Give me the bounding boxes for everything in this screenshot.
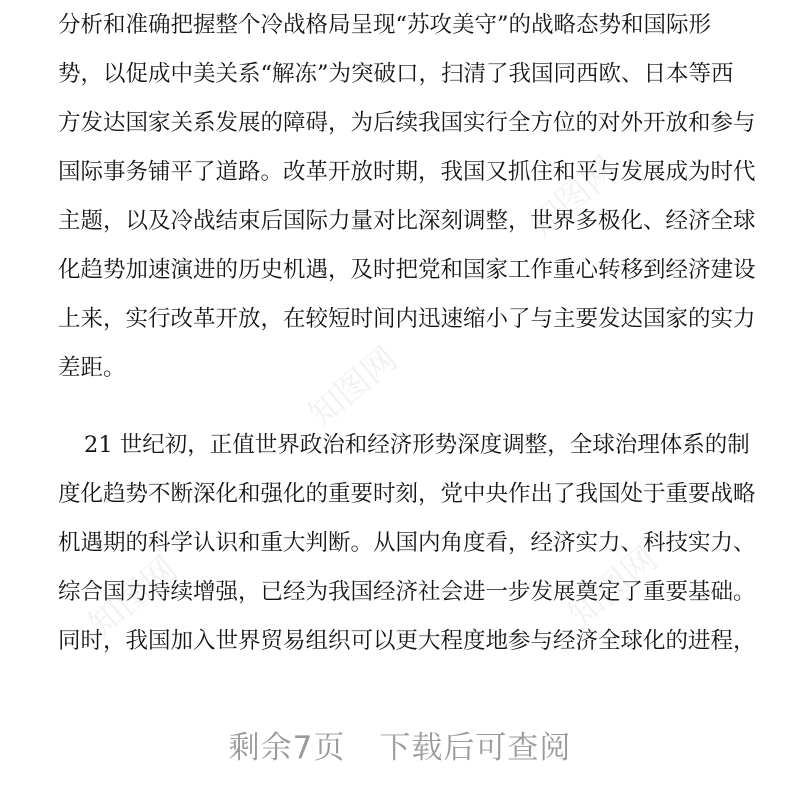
paragraph-1-line: 势，以促成中美关系“解冻”为突破口，扫清了我国同西欧、日本等西 <box>58 61 734 87</box>
paragraph-1-line: 主题，以及冷战结束后国际力量对比深刻调整，世界多极化、经济全球 <box>58 208 756 234</box>
paragraph-1-line: 分析和准确把握整个冷战格局呈现“苏攻美守”的战略态势和国际形 <box>58 12 712 38</box>
paragraph-2-line: 机遇期的科学认识和重大判断。从国内角度看，经济实力、科技实力、 <box>58 530 756 556</box>
paragraph-2-line: 度化趋势不断深化和强化的重要时刻，党中央作出了我国处于重要战略 <box>58 481 756 507</box>
paragraph-2-line: 21 世纪初，正值世界政治和经济形势深度调整，全球治理体系的制 <box>84 432 750 458</box>
paragraph-2-line: 同时，我国加入世界贸易组织可以更大程度地参与经济全球化的进程， <box>58 628 756 654</box>
paragraph-1-line: 化趋势加速演进的历史机遇，及时把党和国家工作重心转移到经济建设 <box>58 257 756 283</box>
watermark: 知图网 <box>81 549 186 646</box>
remaining-pages-text: 剩余7页 <box>228 730 346 766</box>
watermark: 知图网 <box>561 539 666 636</box>
paragraph-2-line: 综合国力持续增强，已经为我国经济社会进一步发展奠定了重要基础。 <box>58 579 756 605</box>
watermark: 知图网 <box>521 149 626 246</box>
paragraph-1-line: 上来，实行改革开放，在较短时间内迅速缩小了与主要发达国家的实力 <box>58 306 756 332</box>
watermark: 知图网 <box>301 339 406 436</box>
download-prompt-banner[interactable] <box>0 720 800 776</box>
paragraph-1-line: 方发达国家关系发展的障碍，为后续我国实行全方位的对外开放和参与 <box>58 110 756 136</box>
paragraph-1-line: 国际事务铺平了道路。改革开放时期，我国又抓住和平与发展成为时代 <box>58 159 756 185</box>
download-prompt-text[interactable]: 下载后可查阅 <box>379 730 572 766</box>
paragraph-1-line: 差距。 <box>58 355 126 381</box>
